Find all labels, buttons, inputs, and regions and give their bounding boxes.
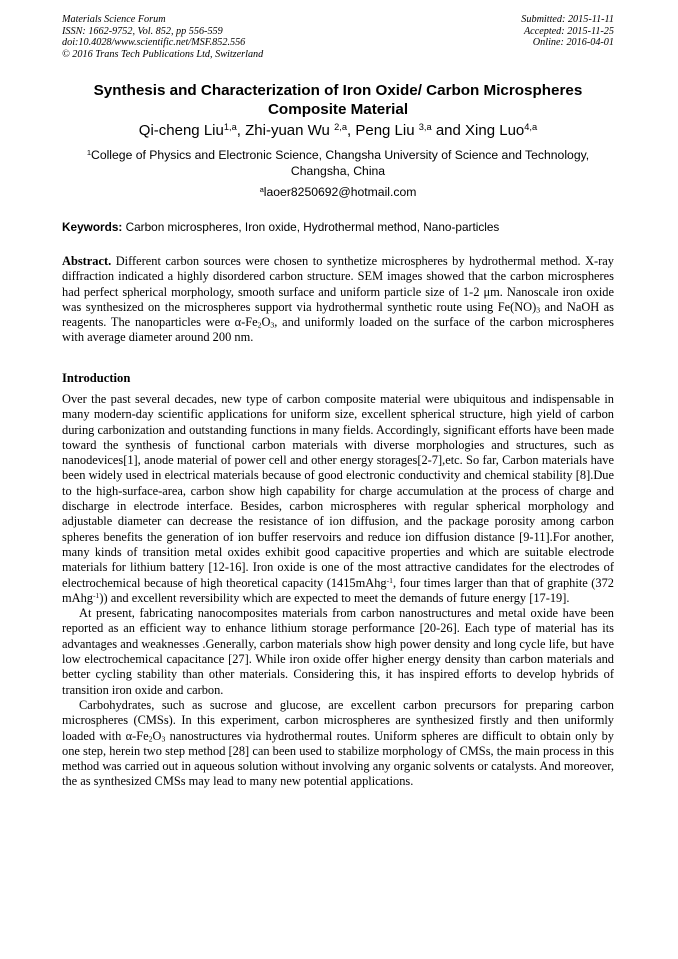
author-name: Qi-cheng Liu [138, 122, 224, 139]
abstract-text: Different carbon sources were chosen to synthetize microspheres by hydrothermal method. X-ray diffraction indicated a highly disordered carbon structure. SEM images showed that the carbon microspheres had perfect spherical morphology, smooth surface and uniform particle size of 1-2 μm. Nanoscale iron oxide was synthesized on the microspheres support via hydrothermal synthetic route using Fe(NO) [62, 254, 614, 314]
keywords-text: Carbon microspheres, Iron oxide, Hydrothermal method, Nano-particles [122, 220, 500, 234]
journal-header-left [62, 14, 263, 60]
affiliation [62, 148, 614, 179]
journal-name: Materials Science Forum [62, 14, 166, 25]
paragraph [62, 698, 614, 790]
title-line-1: Synthesis and Characterization of Iron Oxide/ Carbon Microspheres [93, 82, 583, 99]
author-affiliation-mark: 3,a [418, 121, 432, 132]
author-separator: , [347, 122, 356, 139]
author-affiliation-mark: 1,a [223, 121, 237, 132]
paragraph-text: Carbohydrates, such as sucrose and glucose, are excellent carbon precursors for preparing carbon microspheres (CMSs). In this experiment, carbon microspheres are synthesized firstly and then uniformly loaded with α-Fe [62, 697, 614, 743]
author-name: Zhi-yuan Wu [245, 122, 335, 139]
journal-header-right [521, 14, 614, 49]
subscript: 3 [536, 305, 541, 315]
subscript: 2 [257, 320, 262, 330]
paragraph-text: O [152, 728, 162, 743]
affiliation-line-2: Changsha, China [290, 163, 386, 178]
paragraph: At present, fabricating nanocomposites materials from carbon nanostructures and metal oxide have been reported as an efficient way to enhance lithium storage performance [20-26]. Each type of material has its advantages and weaknesses .Generally, carbon materials show high power density and long cycle life, but have low electrochemical capacitance [27]. While iron oxide offer higher energy density than carbon materials and better cycling stability than other materials. Considering this, it has inspired efforts to develop hybrids of transition iron oxide and carbon. [62, 606, 614, 697]
author-separator: , [236, 122, 246, 139]
paragraph-text: Over the past several decades, new type of carbon composite material were ubiquitous and indispensable in many modern-day scientific applications for uniform size, excellent spherical structure, high yield of carbon during carbonization and outstanding functions in many fields. Accordingly, significant efforts have been made toward the synthesis of functional carbon materials with diverse morphologies and structures, such as nanodevices[1], anode material of power cell and other energy storages[2-7],etc. So far, Carbon materials have been widely used in electrical materials because of good electronic conductivity and chemical stability [8].Due to the high-surface-area, carbon show high capability for charge accumulation at the process of charge and discharge in electrode interface. Besides, carbon microspheres with regular spherical morphology and adjustable diameter can decrease the resistance of ion diffusion, and the package porosity among carbon spheres benefits the generation of ion buffer reservoirs and reduce ion diffusion distance [9-11].For another, many kinds of transition metal oxides exhibit good capacitive properties and which are suitable electrode materials for lithium battery [12-16]. Iron oxide is one of the most attractive candidates for the electrodes of electrochemical because of high theoretical capacity (1415mAhg [62, 392, 614, 590]
email-mark: a [259, 184, 264, 194]
introduction-body [62, 392, 614, 790]
author-separator: and [431, 122, 466, 139]
affiliation-mark: 1 [86, 147, 92, 157]
email-address: laoer8250692@hotmail.com [263, 185, 417, 199]
subscript: 2 [148, 734, 153, 744]
abstract-text: and NaOH as reagents. The nanoparticles were α-Fe [62, 299, 614, 330]
author-affiliation-mark: 2,a [334, 121, 347, 132]
author-list [62, 121, 614, 140]
abstract-text: O [261, 315, 271, 330]
paragraph-text: , four times larger than that of graphite (372 mAhg [62, 575, 615, 605]
subscript: 3 [161, 734, 166, 744]
abstract-label: Abstract. [62, 254, 112, 268]
abstract-text: , and uniformly loaded on the surface of the carbon microspheres with average diameter around 200 nm. [62, 315, 615, 345]
superscript: -1 [386, 575, 393, 585]
submitted-date: Submitted: 2015-11-11 [521, 14, 614, 25]
subscript: 3 [270, 320, 275, 330]
keywords-label: Keywords: [62, 220, 123, 234]
author-name: Peng Liu [355, 122, 419, 139]
abstract [62, 254, 614, 346]
title-line-2: Composite Material [267, 100, 409, 118]
superscript: -1 [92, 590, 100, 600]
section-heading-introduction: Introduction [62, 371, 131, 385]
paper-title [62, 82, 614, 119]
paragraph-text: )) and excellent reversibility which are expected to meet the demands of future energy [17-19]. [99, 590, 570, 605]
accepted-date: Accepted: 2015-11-25 [523, 25, 614, 37]
affiliation-line-1: College of Physics and Electronic Science, Changsha University of Science and Technology, [91, 148, 590, 162]
author-email [62, 185, 614, 200]
doi-line: doi:10.4028/www.scientific.net/MSF.852.556 [62, 37, 246, 49]
paragraph-text: nanostructures via hydrothermal routes. Uniform spheres are difficult to obtain only by one step, herein two step method [28] can been used to stabilize morphology of CMSs, the main process in this method was carried out in aqueous solution without involving any organic solvents or catalysts. And moreover, the as synthesized CMSs may lead to many new potential applications. [62, 728, 614, 789]
online-date: Online: 2016-04-01 [532, 37, 614, 49]
author-name: Xing Luo [465, 122, 525, 139]
author-affiliation-mark: 4,a [524, 121, 538, 132]
issn-line: ISSN: 1662-9752, Vol. 852, pp 556-559 [62, 25, 223, 37]
keywords [62, 220, 614, 235]
paragraph [62, 392, 614, 606]
copyright-line: © 2016 Trans Tech Publications Ltd, Switzerland [62, 48, 264, 60]
